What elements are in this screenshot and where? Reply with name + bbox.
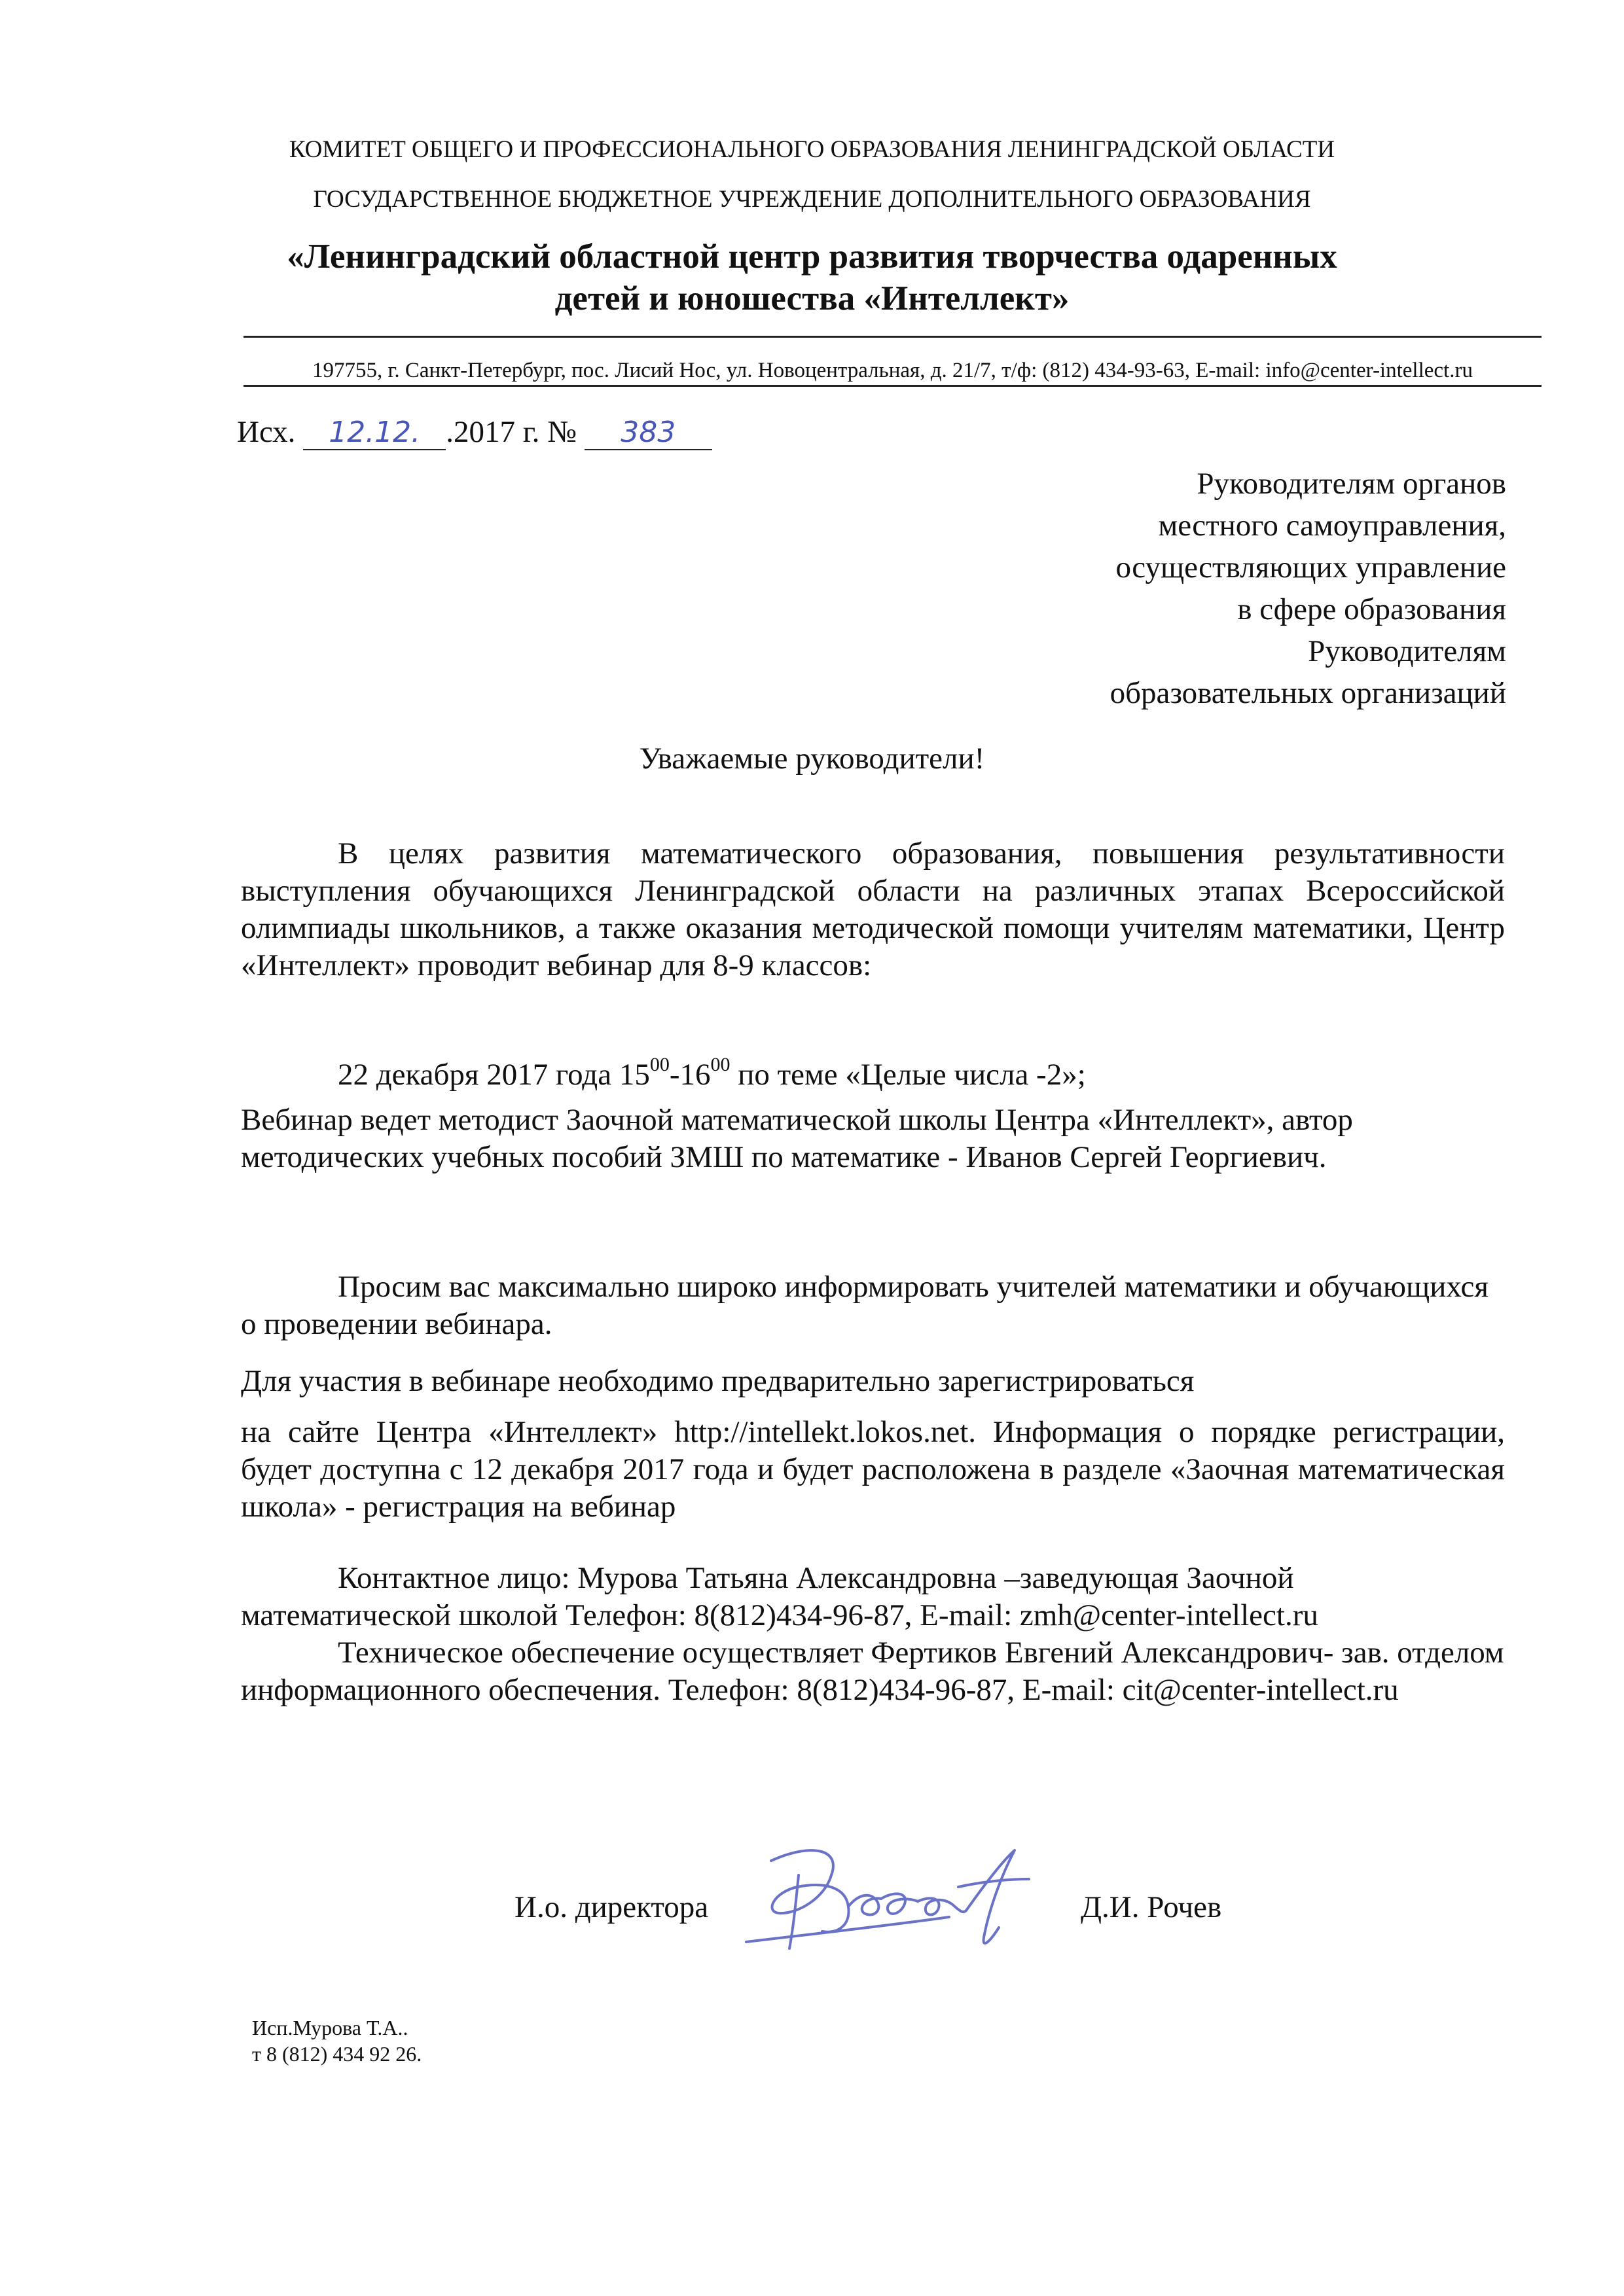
recipient-line: осуществляющих управление <box>1115 550 1506 584</box>
recipients-block <box>721 463 1506 714</box>
institution-name <box>0 236 1624 319</box>
recipient-line: Руководителям <box>1308 634 1506 668</box>
executor-name: Исп.Мурова Т.А.. <box>252 2016 408 2039</box>
webinar-schedule <box>241 1056 1505 1094</box>
intro-paragraph: В целях развития математического образования, повышения результативности выступления обучающихся Ленинградской области на различных этапах Всероссийской олимпиады школьников, а также оказания методической помощи учителям математики, Центр «Интеллект» проводит вебинар для 8-9 классов: <box>241 836 1505 982</box>
contact-person: Контактное лицо: Мурова Татьяна Александровна –заведующая Заочной математической школой Телефон: 8(812)434-96-87, E-mail: zmh@center-intellect.ru <box>241 1561 1318 1632</box>
institution-type: ГОСУДАРСТВЕННОЕ БЮДЖЕТНОЕ УЧРЕЖДЕНИЕ ДОПОЛНИТЕЛЬНОГО ОБРАЗОВАНИЯ <box>313 186 1311 213</box>
outgoing-prefix: Исх. <box>237 415 296 449</box>
recipient-line: местного самоуправления, <box>1158 509 1506 543</box>
institution-name-line2: детей и юношества «Интеллект» <box>554 279 1070 317</box>
signatory-title: И.о. директора <box>514 1890 709 1924</box>
time-end-minutes: 00 <box>710 1054 731 1076</box>
outgoing-reference <box>237 414 712 450</box>
webinar-topic: по теме «Целые числа -2»; <box>730 1058 1086 1092</box>
handwritten-number: 383 <box>585 416 712 450</box>
executor-block <box>252 2015 422 2067</box>
tech-support: Техническое обеспечение осуществляет Фертиков Евгений Александрович- зав. отделом информационного обеспечения. Телефон: 8(812)434-96-87, E-mail: cit@center-intellect.ru <box>241 1636 1504 1707</box>
greeting: Уважаемые руководители! <box>639 742 985 776</box>
outgoing-year: .2017 г. № <box>446 415 577 449</box>
executor-phone: т 8 (812) 434 92 26. <box>252 2042 422 2066</box>
recipient-line: в сфере образования <box>1237 592 1506 626</box>
time-dash: -16 <box>669 1058 711 1092</box>
request-paragraph: Просим вас максимально широко информировать учителей математики и обучающихся о проведении вебинара. <box>241 1270 1489 1341</box>
contacts-block <box>241 1560 1505 1709</box>
signatory-name: Д.И. Рочев <box>1081 1890 1222 1924</box>
recipient-line: образовательных организаций <box>1110 676 1506 710</box>
committee-title: КОМИТЕТ ОБЩЕГО И ПРОФЕССИОНАЛЬНОГО ОБРАЗОВАНИЯ ЛЕНИНГРАДСКОЙ ОБЛАСТИ <box>289 136 1335 163</box>
lecturer-paragraph: Вебинар ведет методист Заочной математической школы Центра «Интеллект», автор методических учебных пособий ЗМШ по математике - Иванов Сергей Георгиевич. <box>241 1103 1353 1174</box>
recipient-line: Руководителям органов <box>1197 467 1506 501</box>
institution-name-line1: «Ленинградский областной центр развития творчества одаренных <box>287 238 1337 276</box>
webinar-date: 22 декабря 2017 года 15 <box>338 1058 650 1092</box>
handwritten-signature <box>733 1836 1074 1960</box>
header-divider-bottom <box>244 385 1542 387</box>
site-info-paragraph: на сайте Центра «Интеллект» http://intellekt.lokos.net. Информация о порядке регистрации, будет доступна с 12 декабря 2017 года и будет расположена в разделе «Заочная математическая школа» - регистрация на вебинар <box>241 1415 1505 1524</box>
address-line: 197755, г. Санкт-Петербург, пос. Лисий Нос, ул. Новоцентральная, д. 21/7, т/ф: (812) 434-93-63, E-mail: info@center-intellect.ru <box>312 359 1473 382</box>
registration-line: Для участия в вебинаре необходимо предварительно зарегистрироваться <box>241 1364 1195 1398</box>
header-divider-top <box>244 336 1542 338</box>
time-start-minutes: 00 <box>649 1054 670 1076</box>
handwritten-date: 12.12. <box>303 416 446 450</box>
